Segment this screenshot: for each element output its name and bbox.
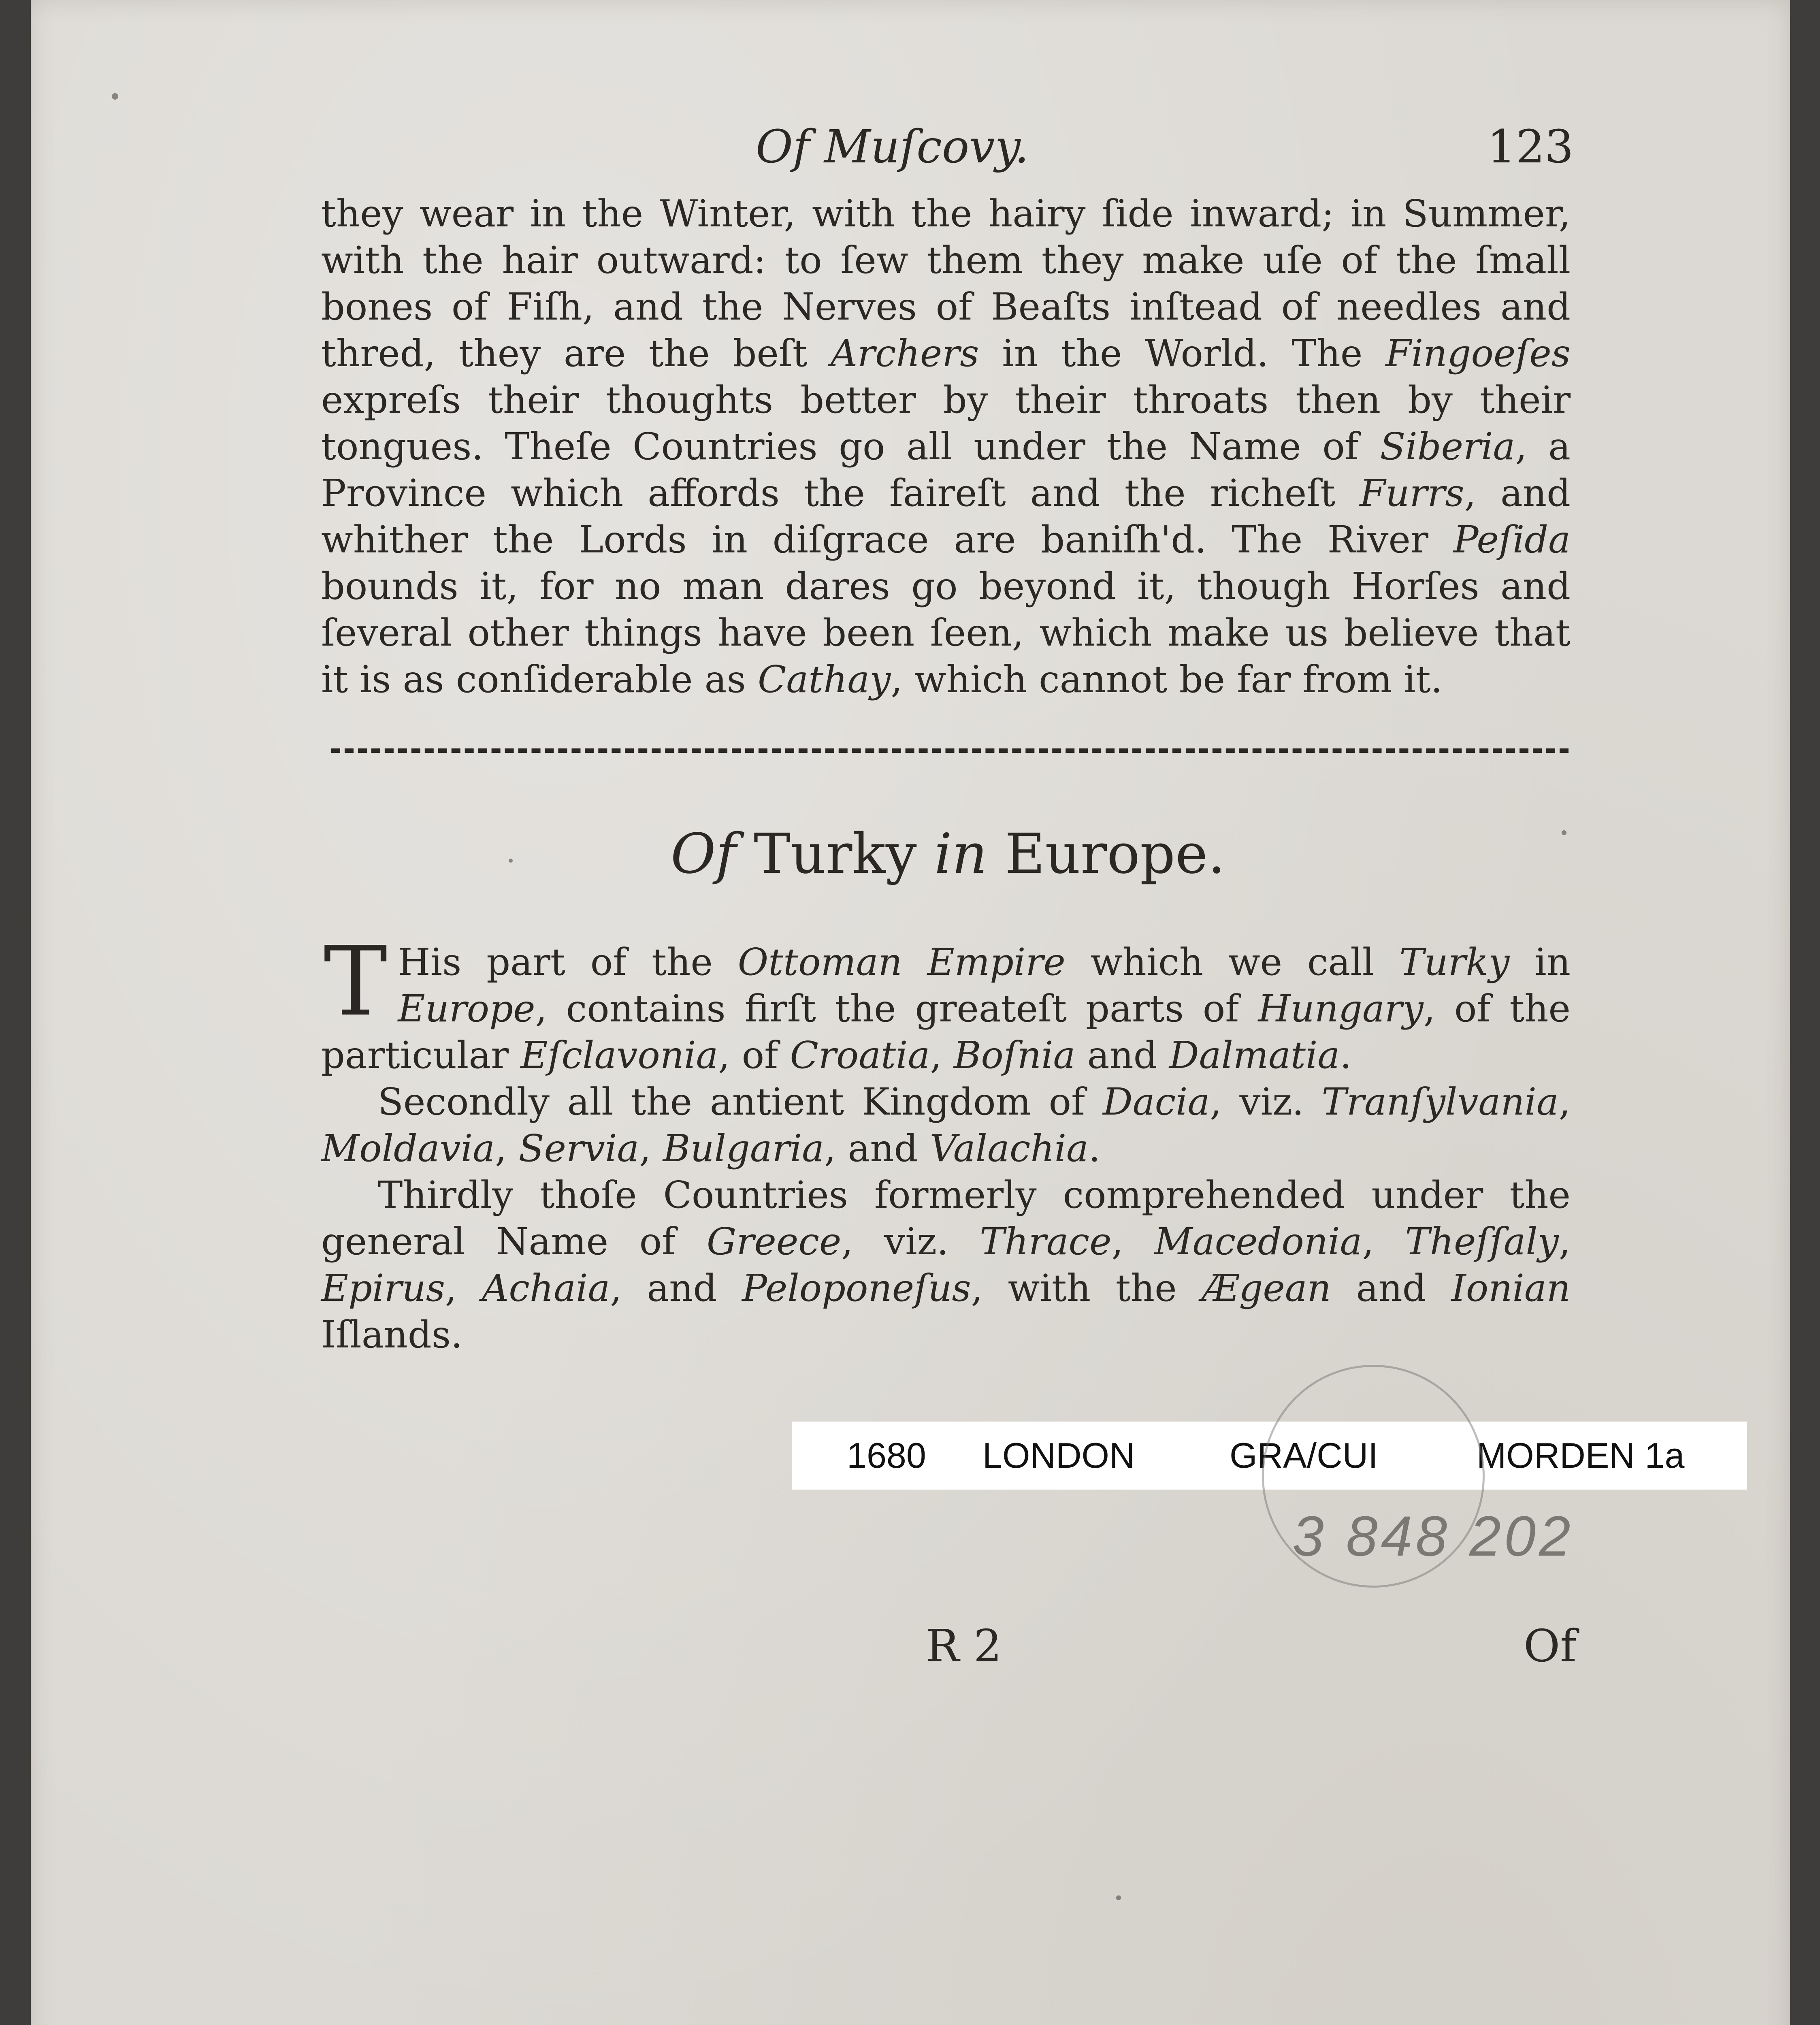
italic-term: Furrs xyxy=(1360,471,1464,515)
text-run: , viz. xyxy=(1210,1080,1322,1123)
text-run: , contains firſt the greateſt parts of xyxy=(535,987,1258,1030)
text-run: in the World. The xyxy=(979,332,1386,375)
text-run: , xyxy=(495,1127,519,1170)
turky-paragraph-2 xyxy=(321,1079,1571,1172)
heading-in: in xyxy=(934,822,987,886)
text-run: , viz. xyxy=(841,1220,980,1263)
italic-term: Fingoeſes xyxy=(1385,332,1571,375)
ink-speck xyxy=(509,859,513,863)
ink-speck xyxy=(112,93,118,100)
muscovy-paragraph xyxy=(321,190,1571,703)
text-run: expreſs their thoughts better by their throats then by their tongues. Theſe Countries go all under the Name of xyxy=(321,378,1571,468)
pencil-inventory-number: 3 848 202 xyxy=(1292,1504,1574,1568)
italic-term: Turky xyxy=(1399,940,1510,984)
italic-term: Epirus xyxy=(321,1266,445,1310)
italic-term: Bulgaria xyxy=(663,1127,824,1170)
text-run: in xyxy=(1509,940,1571,984)
italic-term: Ægean xyxy=(1202,1266,1331,1310)
text-run: , xyxy=(1362,1220,1405,1263)
text-run: , with the xyxy=(971,1266,1202,1310)
muscovy-text-block xyxy=(321,190,1571,703)
text-run: His part of the xyxy=(398,940,738,984)
text-run: , xyxy=(639,1127,663,1170)
italic-term: Archers xyxy=(830,332,979,375)
text-run: Thirdly thoſe Countries formerly comprehended under the general Name of xyxy=(321,1173,1571,1263)
italic-term: Hungary xyxy=(1258,987,1424,1030)
text-run: , xyxy=(1558,1080,1571,1123)
text-run: , xyxy=(445,1266,482,1310)
italic-term: Dalmatia xyxy=(1169,1034,1340,1077)
text-run: which we call xyxy=(1065,940,1400,984)
italic-term: Cathay xyxy=(757,658,891,701)
text-run: , and whither the Lords in diſgrace are baniſh'd. The River xyxy=(321,471,1571,561)
text-run: , and xyxy=(824,1127,930,1170)
drop-cap: T xyxy=(324,926,388,1037)
text-run: , of xyxy=(718,1034,790,1077)
italic-term: Dacia xyxy=(1102,1080,1210,1123)
catalog-ref: MORDEN 1a xyxy=(1477,1435,1685,1475)
text-run: , xyxy=(1558,1220,1571,1263)
heading-europe: Europe. xyxy=(987,822,1225,886)
text-run: Secondly all the antient Kingdom of xyxy=(378,1080,1103,1123)
text-run: , xyxy=(1111,1220,1155,1263)
heading-of: Of xyxy=(671,822,736,886)
italic-term: Servia xyxy=(518,1127,639,1170)
catalog-city: LONDON xyxy=(982,1435,1135,1475)
italic-term: Peſida xyxy=(1453,518,1571,561)
catalog-year: 1680 xyxy=(847,1435,926,1475)
italic-term: Eſclavonia xyxy=(520,1034,718,1077)
italic-term: Moldavia xyxy=(321,1127,495,1170)
italic-term: Achaia xyxy=(482,1266,610,1310)
turky-text-block xyxy=(321,926,1571,1358)
italic-term: Peloponeſus xyxy=(742,1266,971,1310)
heading-turky: Turky xyxy=(736,822,934,886)
italic-term: Croatia xyxy=(790,1034,930,1077)
italic-term: Boſnia xyxy=(953,1034,1076,1077)
text-run: bounds it, for no man dares go beyond it, though Horſes and ſeveral other things have been ſeen, which make us believe that it is as conſiderable as xyxy=(321,565,1571,701)
italic-term: Ottoman Empire xyxy=(737,940,1066,984)
text-run: , xyxy=(930,1034,954,1077)
text-run: , and xyxy=(610,1266,742,1310)
italic-term: Tranſylvania xyxy=(1321,1080,1559,1123)
text-run: and xyxy=(1075,1034,1169,1077)
italic-term: Valachia xyxy=(929,1127,1089,1170)
text-run: , which cannot be far from it. xyxy=(891,658,1443,701)
book-page xyxy=(31,0,1790,2025)
turky-paragraph-1 xyxy=(321,926,1571,1079)
text-run: . xyxy=(1340,1034,1352,1077)
italic-term: Europe xyxy=(398,987,535,1030)
text-run: Iſlands. xyxy=(321,1313,463,1356)
section-divider-rule xyxy=(331,748,1569,753)
text-run: . xyxy=(1088,1127,1101,1170)
text-run: and xyxy=(1331,1266,1451,1310)
italic-term: Thrace xyxy=(980,1220,1112,1263)
text-run: , a Province which affords the faireſt and the richeſt xyxy=(321,425,1571,515)
catalog-code: GRA/CUI xyxy=(1230,1435,1378,1475)
italic-term: Siberia xyxy=(1380,425,1515,468)
italic-term: Ionian xyxy=(1451,1266,1571,1310)
italic-term: Theſſaly xyxy=(1405,1220,1559,1263)
catchword: Of xyxy=(1524,1620,1577,1672)
turky-paragraph-1-text xyxy=(321,926,1571,1077)
section-heading xyxy=(671,822,1225,886)
ink-speck xyxy=(1116,1895,1121,1900)
italic-term: Macedonia xyxy=(1154,1220,1362,1263)
text-run: they wear in the Winter, with the hairy ſide inward; in Summer, with the hair outward: to ſew them they make uſe of the ſmall bones of Fiſh, and the Nerves of Beaſts inſtead of needles and thred, they are the beſt xyxy=(321,192,1571,375)
turky-paragraph-3 xyxy=(321,1172,1571,1358)
running-title: Of Muſcovy. xyxy=(756,121,1029,173)
ink-speck xyxy=(1562,830,1566,835)
signature-mark: R 2 xyxy=(926,1620,1002,1672)
italic-term: Greece xyxy=(706,1220,842,1263)
text-run: , of the particular xyxy=(321,987,1571,1077)
page-number: 123 xyxy=(1487,121,1574,173)
